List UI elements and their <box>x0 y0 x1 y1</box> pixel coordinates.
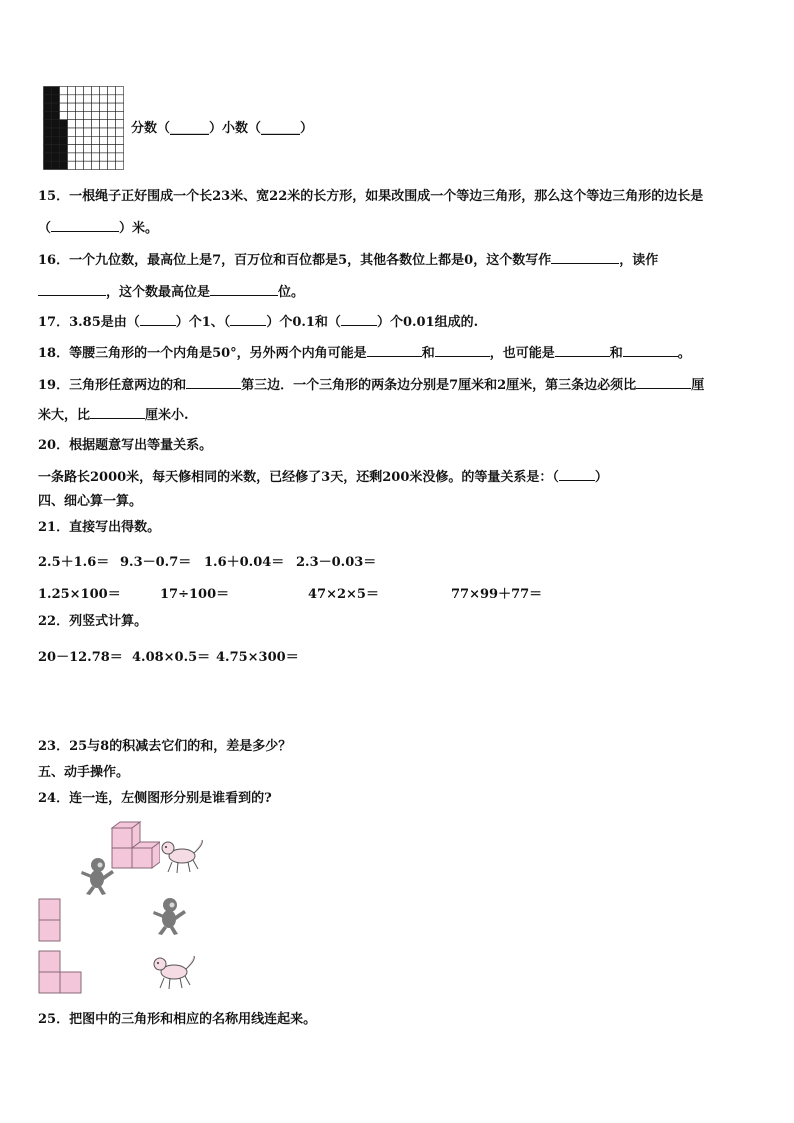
calc-item: 77×99＋77＝ <box>451 587 543 602</box>
q20-title: 20．根据题意写出等量关系。 <box>38 438 213 453</box>
grid-cell <box>60 136 68 144</box>
grid-cell <box>84 161 92 169</box>
grid-cell <box>84 145 92 153</box>
q22-title: 22．列竖式计算。 <box>38 614 148 629</box>
grid-cell <box>84 87 92 95</box>
grid-cell <box>60 161 68 169</box>
grid-cell <box>84 120 92 128</box>
answer-blank[interactable] <box>551 251 619 264</box>
answer-blank[interactable] <box>230 313 266 326</box>
grid-cell <box>100 136 108 144</box>
q21-title: 21．直接写出得数。 <box>38 520 161 535</box>
grid-cell <box>100 145 108 153</box>
q18: 18．等腰三角形的一个内角是50°，另外两个内角可能是 和 ，也可能是 和 。 <box>38 346 691 361</box>
q23: 23．25与8的积减去它们的和，差是多少？ <box>38 739 292 754</box>
grid-cell <box>68 95 76 103</box>
grid-cell <box>52 103 60 111</box>
grid-cell <box>76 95 84 103</box>
grid-cell <box>60 87 68 95</box>
grid-cell <box>100 87 108 95</box>
grid-cell <box>68 103 76 111</box>
grid-cell <box>52 95 60 103</box>
grid-cell <box>116 145 124 153</box>
q15-line1: 15．一根绳子正好围成一个长23米、宽22米的长方形，如果改围成一个等边三角形，那么这个等边三角形的边长是 <box>38 189 704 204</box>
dog-icon <box>158 836 208 876</box>
grid-cell <box>44 145 52 153</box>
calc-item: 2.3－0.03＝ <box>296 555 377 570</box>
grid-cell <box>116 136 124 144</box>
answer-blank[interactable] <box>367 344 422 357</box>
calc-item: 1.6＋0.04＝ <box>204 555 285 570</box>
calc-item: 4.08×0.5＝ <box>132 650 211 665</box>
calc-item: 4.75×300＝ <box>216 650 299 665</box>
grid-cell <box>100 103 108 111</box>
grid-cell <box>60 153 68 161</box>
calc-item: 20－12.78＝ <box>38 650 123 665</box>
grid-cell <box>108 161 116 169</box>
grid-cell <box>44 120 52 128</box>
q19-line2: 米大，比 厘米小. <box>38 408 189 423</box>
grid-cell <box>76 153 84 161</box>
answer-blank[interactable] <box>435 344 490 357</box>
grid-cell <box>84 136 92 144</box>
grid-cell <box>76 120 84 128</box>
grid-cell <box>108 103 116 111</box>
answer-blank[interactable] <box>341 313 377 326</box>
calc-item: 1.25×100＝ <box>38 587 121 602</box>
grid-cell <box>52 111 60 119</box>
grid-cell <box>116 95 124 103</box>
answer-blank[interactable] <box>210 283 278 296</box>
grid-cell <box>44 153 52 161</box>
grid-cell <box>100 161 108 169</box>
grid-cell <box>108 111 116 119</box>
section-4-heading: 四、细心算一算。 <box>38 494 143 509</box>
calc-item: 2.5＋1.6＝ <box>38 555 110 570</box>
grid-cell <box>52 136 60 144</box>
q17: 17．3.85是由（ ）个1、（ ）个0.1和（ ）个0.01组成的. <box>38 315 479 330</box>
grid-cell <box>108 128 116 136</box>
grid-cell <box>76 103 84 111</box>
monkey-icon <box>78 856 116 896</box>
grid-cell <box>44 95 52 103</box>
grid-cell <box>68 87 76 95</box>
answer-blank[interactable] <box>186 376 241 389</box>
front-view-shape <box>38 898 62 944</box>
grid-cell <box>76 136 84 144</box>
grid-cell <box>44 103 52 111</box>
grid-cell <box>116 161 124 169</box>
grid-cell <box>108 153 116 161</box>
grid-cell <box>116 103 124 111</box>
q24: 24．连一连，左侧图形分别是谁看到的? <box>38 791 272 806</box>
grid-cell <box>100 120 108 128</box>
calc-item: 47×2×5＝ <box>308 587 379 602</box>
grid-cell <box>76 161 84 169</box>
grid-cell <box>68 161 76 169</box>
grid-cell <box>116 87 124 95</box>
grid-cell <box>44 136 52 144</box>
grid-cell <box>52 161 60 169</box>
q20-body: 一条路长2000米，每天修相同的米数，已经修了3天，还剩200米没修。的等量关系是：（ ） <box>38 470 608 485</box>
grid-cell <box>76 128 84 136</box>
grid-cell <box>84 128 92 136</box>
answer-blank[interactable] <box>90 406 145 419</box>
grid-cell <box>108 145 116 153</box>
q16-line2: ，这个数最高位是 位。 <box>38 283 304 301</box>
grid-cell <box>68 128 76 136</box>
grid-cell <box>44 111 52 119</box>
grid-cell <box>92 128 100 136</box>
q19-line1: 19．三角形任意两边的和 第三边．一个三角形的两条边分别是7厘米和2厘米，第三条边必须比 厘 <box>38 378 705 393</box>
grid-cell <box>92 153 100 161</box>
grid-cell <box>92 87 100 95</box>
grid-cell <box>52 145 60 153</box>
grid-cell <box>76 87 84 95</box>
grid-cell <box>92 145 100 153</box>
grid-cell <box>76 145 84 153</box>
answer-blank[interactable] <box>38 283 106 296</box>
answer-blank[interactable] <box>51 219 119 232</box>
grid-cell <box>84 111 92 119</box>
grid-cell <box>100 111 108 119</box>
grid-cell <box>100 153 108 161</box>
answer-blank[interactable] <box>555 344 610 357</box>
grid-cell <box>68 136 76 144</box>
q14-text: 分数（______）小数（______） <box>131 121 314 136</box>
grid-cell <box>92 111 100 119</box>
fraction-grid <box>43 86 125 170</box>
grid-cell <box>60 145 68 153</box>
answer-blank[interactable] <box>623 344 678 357</box>
grid-cell <box>76 111 84 119</box>
grid-cell <box>108 136 116 144</box>
section-5-heading: 五、动手操作。 <box>38 765 130 780</box>
grid-cell <box>92 136 100 144</box>
grid-cell <box>108 120 116 128</box>
answer-blank[interactable] <box>636 376 691 389</box>
q15-line2: （ ）米。 <box>38 221 159 236</box>
answer-blank[interactable] <box>559 468 595 481</box>
grid-cell <box>60 95 68 103</box>
calc-item: 9.3－0.7＝ <box>120 555 192 570</box>
grid-cell <box>68 111 76 119</box>
grid-cell <box>52 128 60 136</box>
monkey-icon <box>150 896 188 936</box>
dog-icon <box>150 952 200 992</box>
grid-cell <box>108 95 116 103</box>
grid-cell <box>52 120 60 128</box>
grid-cell <box>92 95 100 103</box>
grid-cell <box>68 120 76 128</box>
q16-line1: 16．一个九位数，最高位上是7，百万位和百位都是5，其他各数位上都是0，这个数写作 ，读作 <box>38 253 659 268</box>
grid-cell <box>44 87 52 95</box>
grid-cell <box>116 111 124 119</box>
grid-cell <box>52 87 60 95</box>
grid-cell <box>116 120 124 128</box>
grid-cell <box>100 128 108 136</box>
grid-cell <box>84 103 92 111</box>
grid-cell <box>60 111 68 119</box>
side-view-shape <box>38 950 84 996</box>
grid-cell <box>52 153 60 161</box>
answer-blank[interactable] <box>140 313 176 326</box>
q25: 25．把图中的三角形和相应的名称用线连起来。 <box>38 1012 317 1027</box>
grid-cell <box>68 153 76 161</box>
grid-cell <box>44 128 52 136</box>
grid-cell <box>60 103 68 111</box>
grid-cell <box>84 95 92 103</box>
grid-cell <box>44 161 52 169</box>
grid-cell <box>92 161 100 169</box>
grid-cell <box>92 120 100 128</box>
grid-cell <box>116 128 124 136</box>
grid-cell <box>60 128 68 136</box>
grid-cell <box>108 87 116 95</box>
grid-cell <box>92 103 100 111</box>
grid-cell <box>60 120 68 128</box>
calc-item: 17÷100＝ <box>160 587 230 602</box>
grid-cell <box>116 153 124 161</box>
grid-cell <box>100 95 108 103</box>
grid-cell <box>84 153 92 161</box>
grid-cell <box>68 145 76 153</box>
